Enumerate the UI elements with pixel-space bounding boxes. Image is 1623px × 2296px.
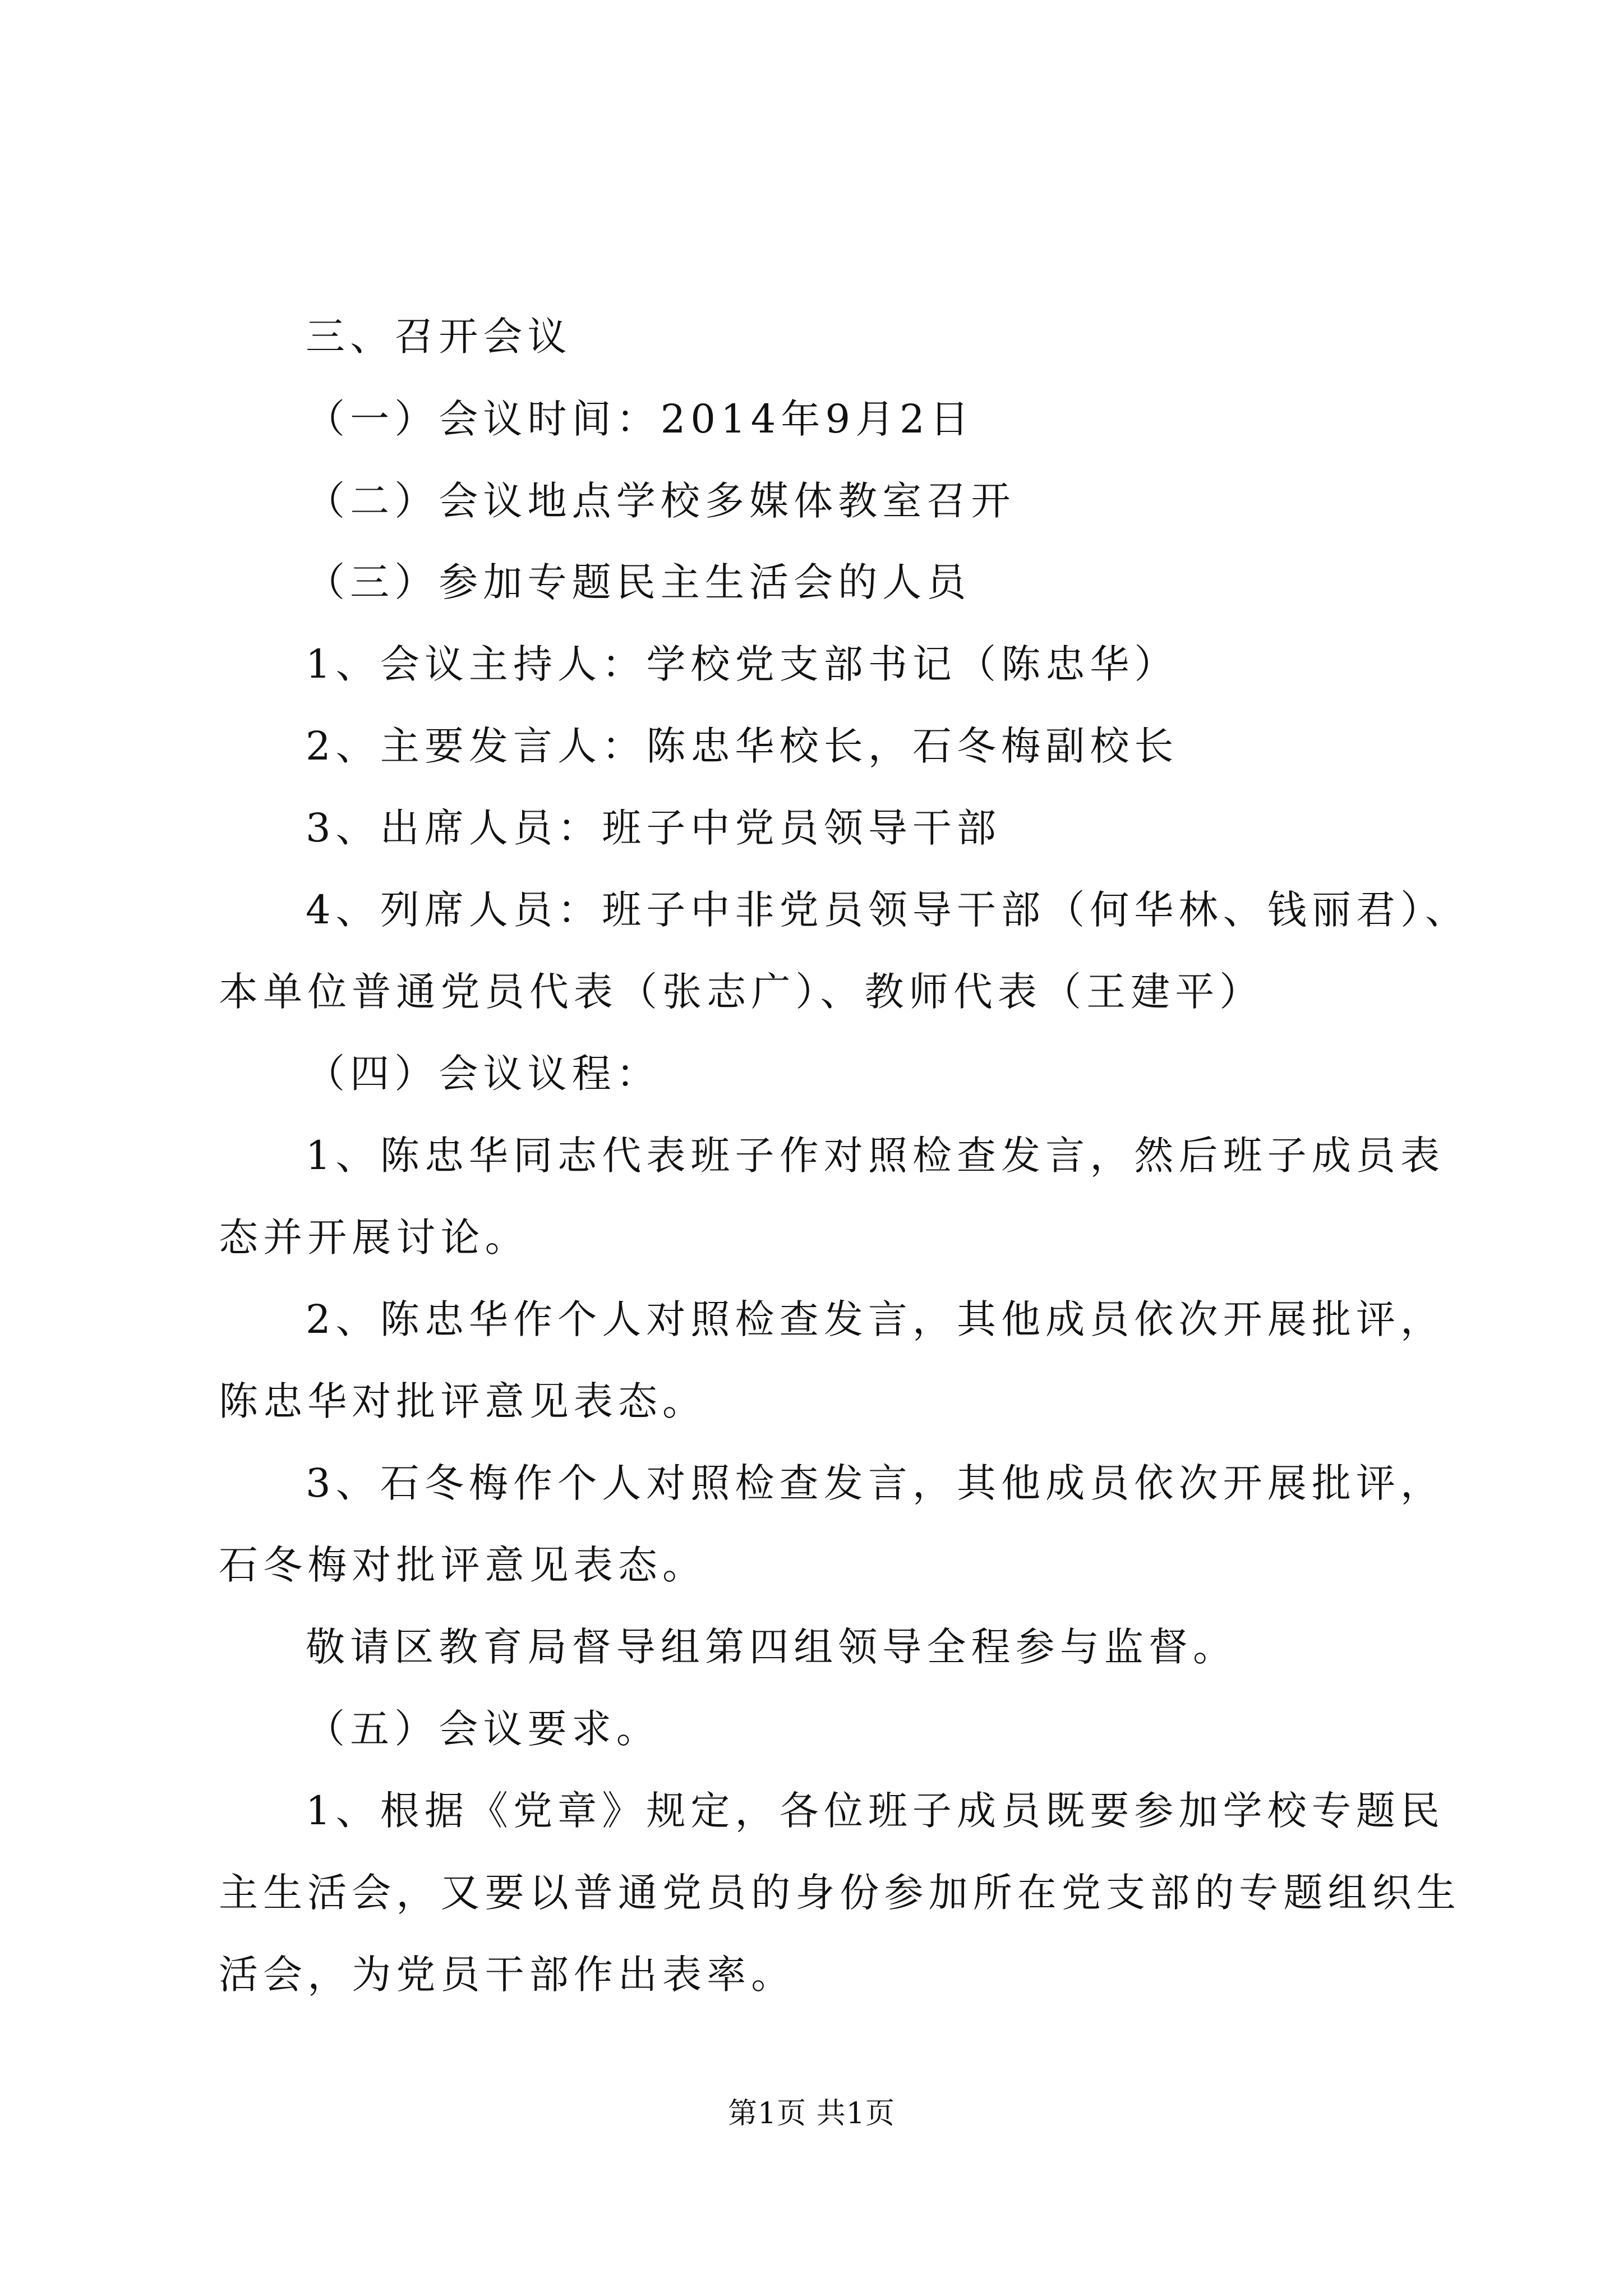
agenda-item-1: 1、陈忠华同志代表班子作对照检查发言，然后班子成员表 (306, 1133, 1445, 1179)
requirements-heading: （五）会议要求。 (306, 1706, 661, 1752)
meeting-time: （一）会议时间：2014年9月2日 (306, 396, 974, 442)
requirement-item-1: 1、根据《党章》规定，各位班子成员既要参加学校专题民 (306, 1788, 1445, 1834)
agenda-item-3: 3、石冬梅作个人对照检查发言，其他成员依次开展批评， (306, 1460, 1445, 1506)
attendee-item-speakers: 2、主要发言人：陈忠华校长，石冬梅副校长 (306, 723, 1179, 769)
attendee-item-observers-cont: 本单位普通党员代表（张志广）、教师代表（王建平） (219, 969, 1264, 1015)
attendee-item-observers: 4、列席人员：班子中非党员领导干部（何华林、钱丽君）、 (306, 887, 1470, 933)
attendee-item-host: 1、会议主持人：学校党支部书记（陈忠华） (306, 641, 1179, 687)
requirement-item-1-cont: 主生活会，又要以普通党员的身份参加所在党支部的专题组织生 (219, 1870, 1461, 1916)
agenda-item-1-cont: 态并开展讨论。 (219, 1214, 529, 1260)
requirement-item-1-cont2: 活会，为党员干部作出表率。 (219, 1952, 796, 1998)
meeting-location: （二）会议地点学校多媒体教室召开 (306, 478, 1016, 524)
agenda-item-2: 2、陈忠华作个人对照检查发言，其他成员依次开展批评， (306, 1296, 1445, 1342)
page-footer: 第1页 共1页 (728, 2097, 895, 2131)
agenda-heading: （四）会议议程： (306, 1051, 661, 1097)
agenda-item-2-cont: 陈忠华对批评意见表态。 (219, 1378, 707, 1424)
agenda-item-3-cont: 石冬梅对批评意见表态。 (219, 1542, 707, 1588)
attendees-heading: （三）参加专题民主生活会的人员 (306, 559, 971, 605)
section-heading: 三、召开会议 (306, 314, 572, 360)
attendee-item-present: 3、出席人员：班子中党员领导干部 (306, 805, 1002, 851)
supervision-note: 敬请区教育局督导组第四组领导全程参与监督。 (306, 1624, 1238, 1670)
